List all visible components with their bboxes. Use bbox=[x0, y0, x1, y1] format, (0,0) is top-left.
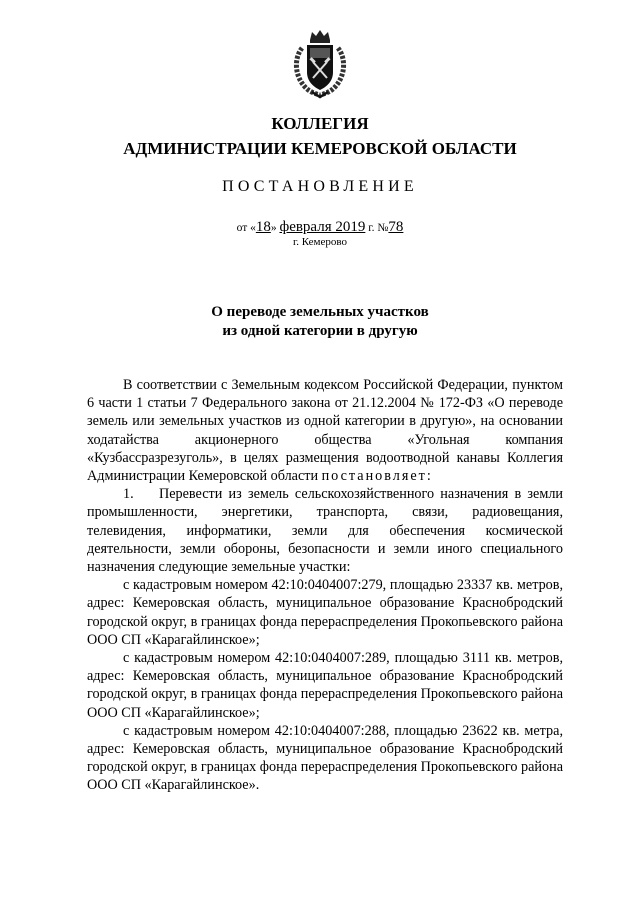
date-prefix: от « bbox=[236, 222, 256, 234]
decree-word: постановляет: bbox=[321, 468, 433, 485]
subject-line2: из одной категории в другую bbox=[222, 323, 418, 339]
parcel-paragraph: с кадастровым номером 42:10:0404007:279, площадью 23337 кв. метров, адрес: Кемеровская область, муниципальное образование Краснобродский городской округ, в границах фонда перераспределения Прокопьевского района ООО СП «Карагайлинское»; bbox=[87, 577, 563, 648]
item-1-paragraph bbox=[87, 485, 563, 576]
document-body bbox=[87, 376, 563, 795]
date-mid: » bbox=[270, 222, 280, 234]
item-1-number: 1. bbox=[123, 486, 134, 503]
subject-line1: О переводе земельных участков bbox=[211, 304, 429, 320]
parcel-paragraph: с кадастровым номером 42:10:0404007:289, площадью 3111 кв. метров, адрес: Кемеровская область, муниципальное образование Краснобродский городской округ, в границах фонда перераспределения Прокопьевского района ООО СП «Карагайлинское»; bbox=[87, 650, 563, 721]
parcel-paragraph: с кадастровым номером 42:10:0404007:288, площадью 23622 кв. метра, адрес: Кемеровская область, муниципальное образование Краснобродский городской округ, в границах фонда перераспределения Прокопьевского района ООО СП «Карагайлинское». bbox=[87, 722, 563, 794]
year-suffix: г. № bbox=[365, 222, 389, 234]
org-title-line1: КОЛЛЕГИЯ bbox=[271, 114, 369, 133]
date-number-line bbox=[0, 219, 640, 236]
document-type: ПОСТАНОВЛЕНИЕ bbox=[222, 178, 418, 195]
city: г. Кемерово bbox=[292, 236, 348, 248]
item-1-text: Перевести из земель сельскохозяйственного назначения в земли промышленности, энергетики, транспорта, связи, радиовещания, телевидения, информатики, земли для обеспечения космической деятельности, земли обороны, безопасности и земли иного специального назначения следующие земельные участки: bbox=[87, 486, 563, 576]
date-month-year: февраля 2019 bbox=[279, 219, 366, 235]
date-day: 18 bbox=[255, 219, 271, 235]
org-title-line2: АДМИНИСТРАЦИИ КЕМЕРОВСКОЙ ОБЛАСТИ bbox=[123, 139, 517, 158]
preamble-paragraph bbox=[87, 376, 563, 485]
preamble-text: В соответствии с Земельным кодексом Российской Федерации, пунктом 6 части 1 статьи 7 Федерального закона от 21.12.2004 № 172-ФЗ «О переводе земель или земельных участков из одной категории в другую», на основании ходатайства акционерного общества «Угольная компания «Кузбассразрезуголь», в целях размещения водоотводной канавы Коллегия Администрации Кемеровской области bbox=[87, 377, 563, 485]
coat-of-arms-icon bbox=[288, 28, 352, 100]
document-number: 78 bbox=[388, 219, 404, 235]
